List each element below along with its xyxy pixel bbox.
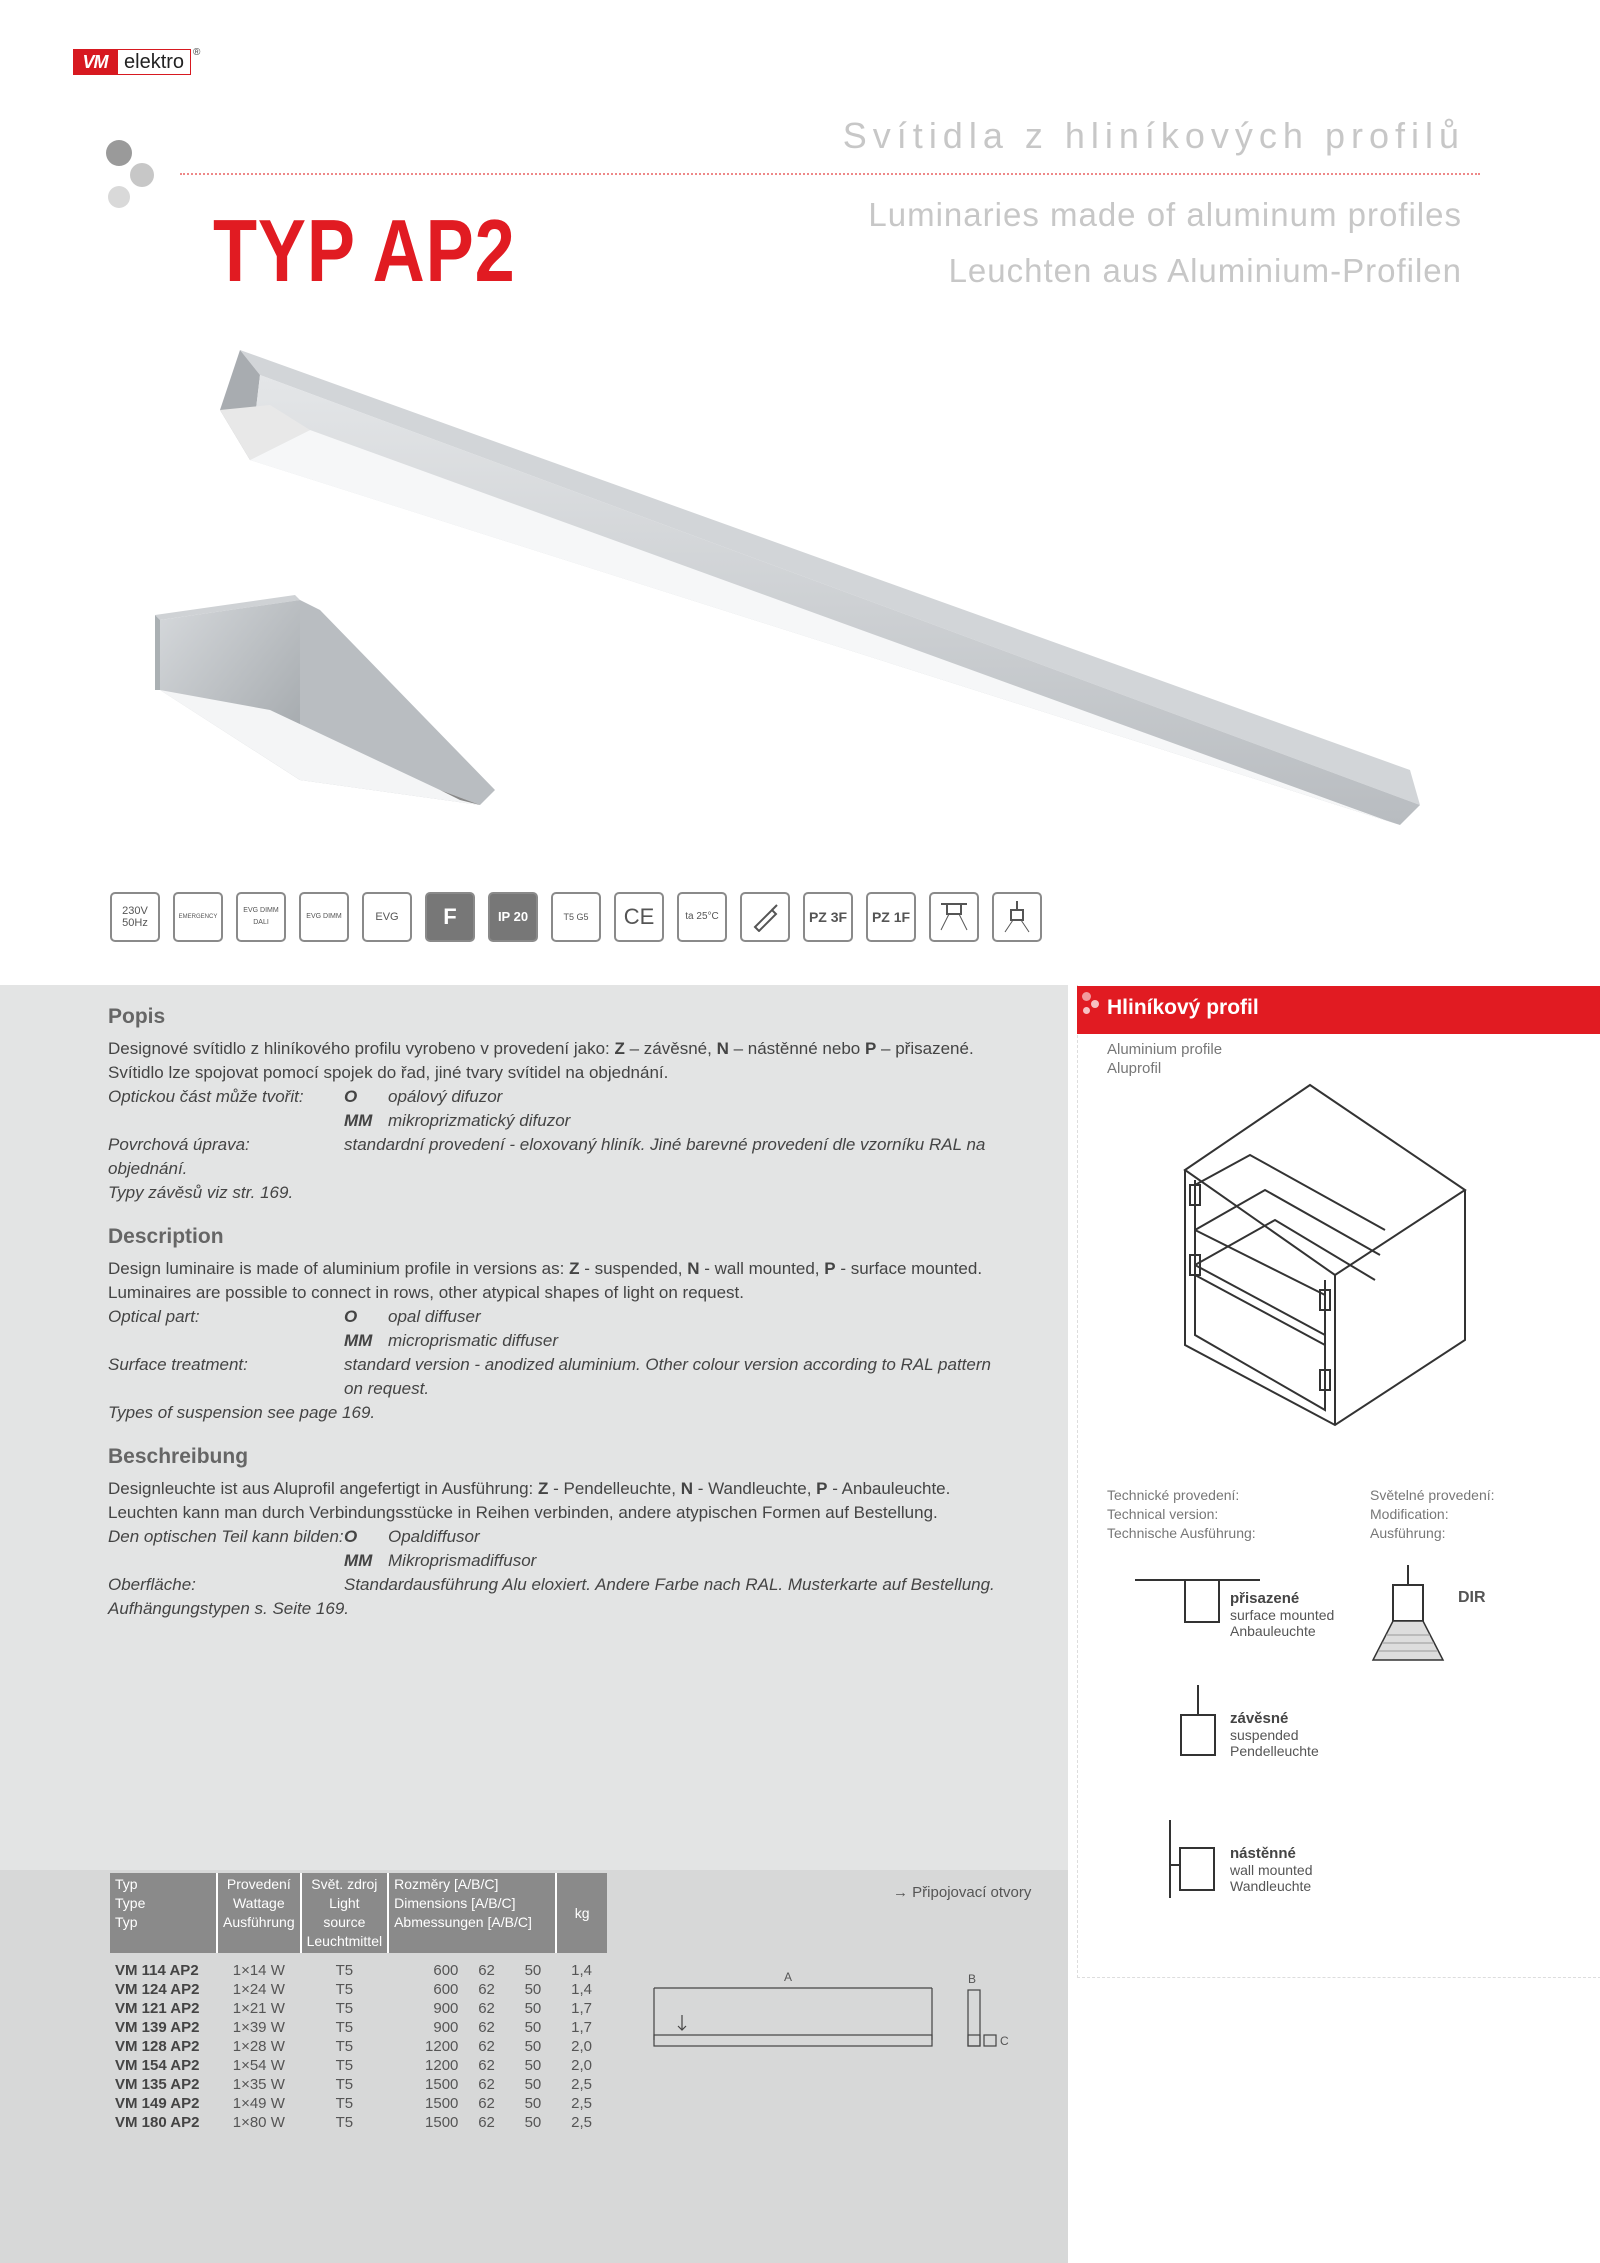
section-body: Designleuchte ist aus Aluprofil angefertigt in Ausführung: Z - Pendelleuchte, N - Wandleuchte, P - Anbauleuchte. Leuchten kann man durch Verbindungsstücke in Reihen verbinden, andere atypischen Formen auf Bestellung. <box>108 1479 951 1522</box>
table-header: Typ Type Typ Provedení Wattage Ausführung Svět. zdroj Light source Leuchtmittel Rozměry [A/B/C] Dimensions [A/B/C] Abmessungen [A/B/C] kg <box>110 1873 607 1953</box>
page-title: TYP AP2 <box>213 201 516 300</box>
optical-row: Optical part: O opal diffuser <box>108 1307 481 1326</box>
section-body: Designové svítidlo z hliníkového profilu vyrobeno v provedení jako: Z – závěsné, N – nástěnné nebo P – přisazené. Svítidlo lze spojovat pomocí spojek do řad, jiné tvary svítidel na objednání. <box>108 1039 974 1082</box>
table-row: VM 149 AP2 1×49 W T5 1500 62 50 2,5 <box>115 2095 593 2112</box>
dot-icon <box>106 140 132 166</box>
logo-text: elektro <box>117 49 191 75</box>
dot-icon <box>108 186 130 208</box>
wall-mounted-label: nástěnné wall mounted Wandleuchte <box>1230 1845 1313 1894</box>
optical-row: Optickou část může tvořit: O opálový difuzor <box>108 1087 503 1106</box>
dim-b-label: B <box>968 1972 977 1986</box>
surface-row: Povrchová úprava: standardní provedení - eloxovaný hliník. Jiné barevné provedení dle vzorníku RAL na <box>108 1135 986 1154</box>
table-row: VM 139 AP2 1×39 W T5 900 62 50 1,7 <box>115 2019 593 2036</box>
section-heading: Description <box>108 1225 224 1248</box>
evg-icon: EVG <box>362 892 412 942</box>
dot-icon <box>1083 1007 1090 1014</box>
ip20-icon: IP 20 <box>488 892 538 942</box>
pendant-lamp-icon <box>992 892 1042 942</box>
dot-icon <box>1091 1000 1099 1008</box>
profile-subheading: Aluminium profile Aluprofil <box>1107 1041 1223 1077</box>
section-popis <box>108 1005 1012 1205</box>
light-version-label: Světelné provedení: Modification: Ausführung: <box>1370 1487 1495 1541</box>
surface-row-cont: objednání. <box>108 1159 188 1178</box>
f-mark-icon: F <box>425 892 475 942</box>
surface-row: Surface treatment: standard version - anodized aluminium. Other colour version according to RAL pattern on request. <box>108 1355 991 1398</box>
pz-1f-icon: PZ 1F <box>866 892 916 942</box>
optical-row: MM Mikroprismadiffusor <box>344 1551 537 1570</box>
category-en: Luminaries made of aluminum profiles <box>868 196 1462 233</box>
connection-holes-label: → Připojovací otvory <box>893 1884 1032 1901</box>
section-heading: Popis <box>108 1005 166 1028</box>
profile-heading: Hliníkový profil <box>1107 996 1259 1019</box>
suspended-label: závěsné suspended Pendelleuchte <box>1230 1710 1319 1759</box>
evg-dimm-dali-icon: EVG DIMM DALI <box>236 892 286 942</box>
product-photo <box>150 350 1440 850</box>
suspension-note: Aufhängungstypen s. Seite 169. <box>108 1599 350 1618</box>
dir-light-icon <box>1368 1565 1448 1665</box>
suspension-note: Typy závěsů viz str. 169. <box>108 1183 294 1202</box>
section-heading: Beschreibung <box>108 1445 249 1468</box>
section-description <box>108 1225 1012 1425</box>
dir-label: DIR <box>1458 1589 1486 1606</box>
optical-row: MM mikroprizmatický difuzor <box>344 1111 571 1130</box>
dim-c-label: C <box>1000 2034 1009 2048</box>
dim-a-label: A <box>784 1970 793 1984</box>
dot-icon <box>130 163 154 187</box>
table-row: VM 180 AP2 1×80 W T5 1500 62 50 2,5 <box>115 2114 593 2131</box>
profile-drawing <box>1175 1080 1475 1430</box>
voltage-icon: 230V 50Hz <box>110 892 160 942</box>
suspended-lamp-icon <box>929 892 979 942</box>
surface-mounted-label: přisazené surface mounted Anbauleuchte <box>1230 1590 1335 1639</box>
table-row: VM 128 AP2 1×28 W T5 1200 62 50 2,0 <box>115 2038 593 2055</box>
table-row: VM 124 AP2 1×24 W T5 600 62 50 1,4 <box>115 1981 593 1998</box>
emergency-icon: EMERGENCY <box>173 892 223 942</box>
suspension-note: Types of suspension see page 169. <box>108 1403 376 1422</box>
table-row: VM 114 AP2 1×14 W T5 600 62 50 1,4 <box>115 1962 593 1979</box>
profile-header <box>1077 986 1600 1034</box>
brand-logo <box>73 47 200 77</box>
surface-row: Oberfläche: Standardausführung Alu eloxiert. Andere Farbe nach RAL. Musterkarte auf Bestellung. <box>108 1575 995 1594</box>
section-beschreibung <box>108 1445 1012 1621</box>
pz-3f-icon: PZ 3F <box>803 892 853 942</box>
header-divider <box>180 173 1480 175</box>
feature-icons <box>110 892 1042 942</box>
section-body: Design luminaire is made of aluminium profile in versions as: Z - suspended, N - wall mounted, P - surface mounted. Luminaires are possible to connect in rows, other atypical shapes of light on request. <box>108 1259 983 1302</box>
ce-icon: CE <box>614 892 664 942</box>
dimension-drawing <box>650 1980 1010 2050</box>
optical-row: MM microprismatic diffuser <box>344 1331 559 1350</box>
t5-g5-icon: T5 G5 <box>551 892 601 942</box>
tech-version-label: Technické provedení: Technical version: Technische Ausführung: <box>1107 1487 1256 1541</box>
table-row: VM 154 AP2 1×54 W T5 1200 62 50 2,0 <box>115 2057 593 2074</box>
category-cz: Svítidla z hliníkových profilů <box>842 115 1465 156</box>
arrow-right-icon: → <box>893 1884 908 1901</box>
optical-row: Den optischen Teil kann bilden: O Opaldiffusor <box>108 1527 480 1546</box>
logo-mark: VM <box>73 49 117 75</box>
logo-reg: ® <box>193 47 201 58</box>
evg-dimm-icon: EVG DIMM <box>299 892 349 942</box>
category-de: Leuchten aus Aluminium-Profilen <box>948 252 1462 289</box>
table-row: VM 135 AP2 1×35 W T5 1500 62 50 2,5 <box>115 2076 593 2093</box>
suspended-icon <box>1175 1685 1235 1760</box>
ta-25-icon: ta 25°C <box>677 892 727 942</box>
dot-icon <box>1082 992 1091 1001</box>
product-table <box>110 1873 607 2132</box>
table-row: VM 121 AP2 1×21 W T5 900 62 50 1,7 <box>115 2000 593 2017</box>
glow-wire-icon <box>740 892 790 942</box>
wall-mounted-icon <box>1160 1820 1235 1900</box>
